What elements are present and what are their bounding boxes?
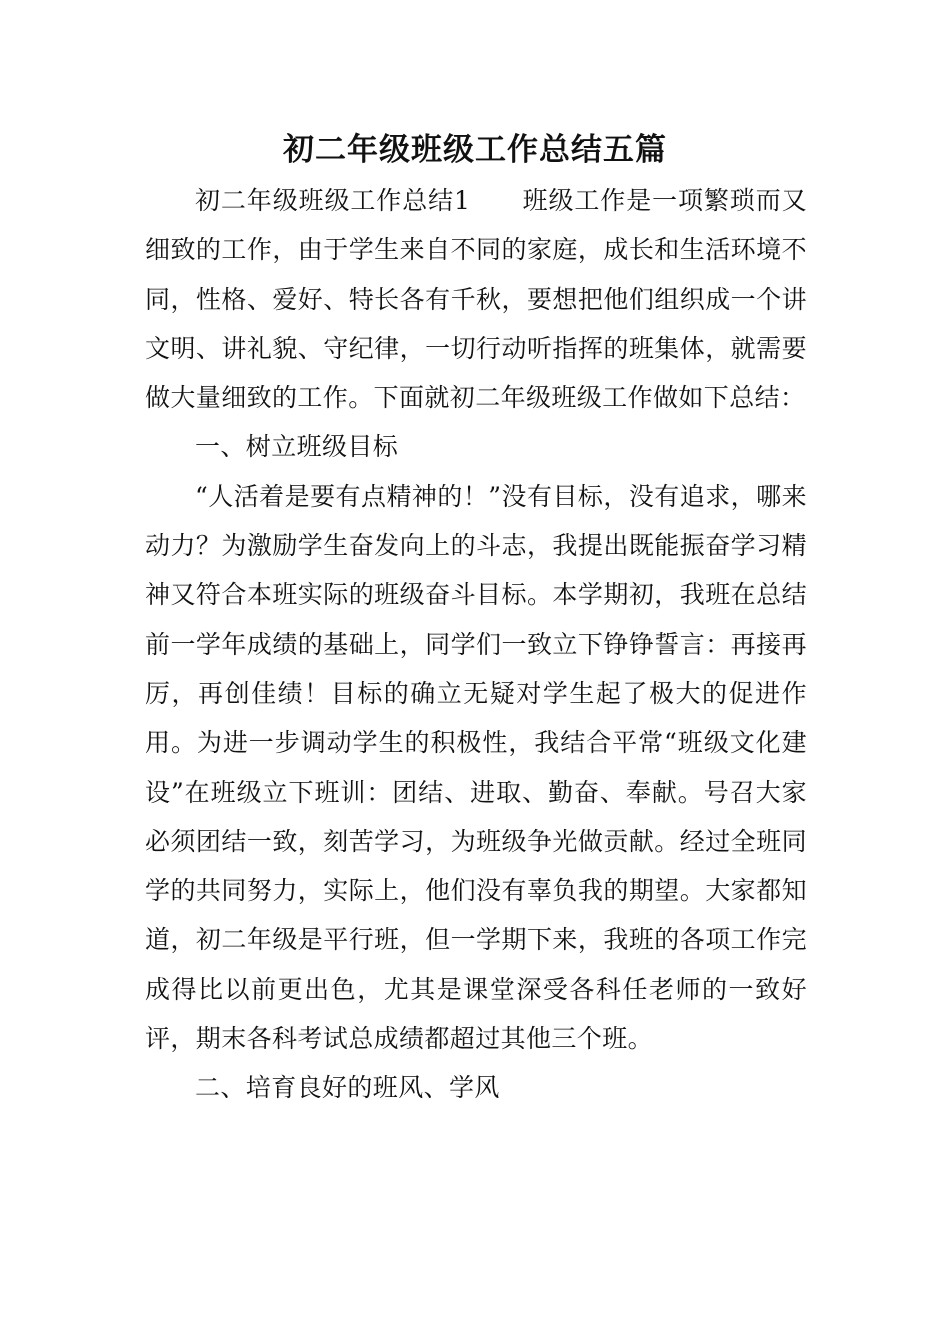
document-title: 初二年级班级工作总结五篇 [283, 132, 667, 168]
paragraph-intro: 初二年级班级工作总结1 班级工作是一项繁琐而又细致的工作，由于学生来自不同的家庭，成长和生活环境不同，性格、爱好、特长各有千秋，要想把他们组织成一个讲文明、讲礼貌、守纪律，一切行动听指挥的班集体，就需要做大量细致的工作。下面就初二年级班级工作做如下总结： [145, 186, 807, 413]
document-body [145, 176, 807, 1113]
paragraph-section-1: “人活着是要有点精神的！”没有目标，没有追求，哪来动力？为激励学生奋发向上的斗志，我提出既能振奋学习精神又符合本班实际的班级奋斗目标。本学期初，我班在总结前一学年成绩的基础上，同学们一致立下铮铮誓言：再接再厉，再创佳绩！目标的确立无疑对学生起了极大的促进作用。为进一步调动学生的积极性，我结合平常“班级文化建设”在班级立下班训：团结、进取、勤奋、奉献。号召大家必须团结一致，刻苦学习，为班级争光做贡献。经过全班同学的共同努力，实际上，他们没有辜负我的期望。大家都知道，初二年级是平行班，但一学期下来，我班的各项工作完成得比以前更出色，尤其是课堂深受各科任老师的一致好评，期末各科考试总成绩都超过其他三个班。 [145, 481, 807, 1054]
section-heading-2: 二、培育良好的班风、学风 [195, 1073, 500, 1103]
section-heading-1: 一、树立班级目标 [195, 432, 399, 462]
